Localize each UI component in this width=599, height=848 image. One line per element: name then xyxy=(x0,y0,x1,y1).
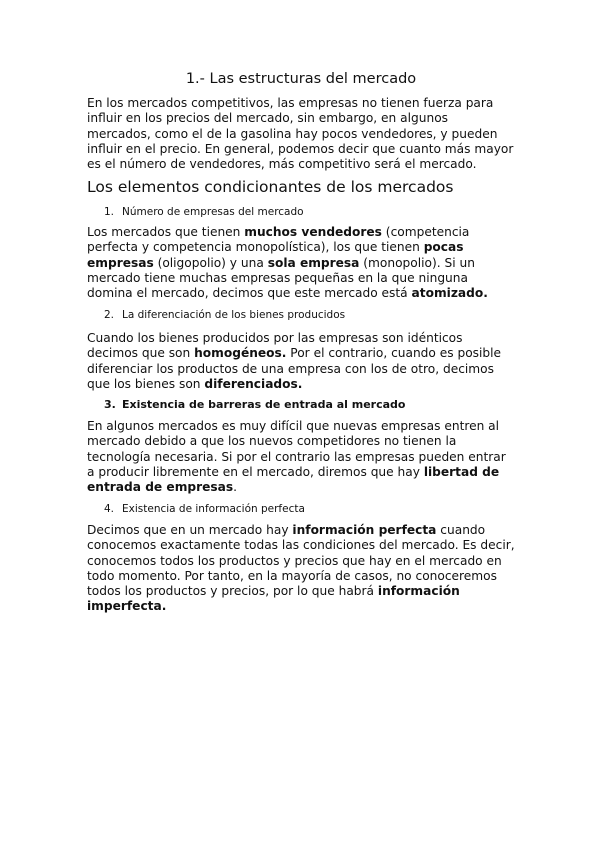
bold-term: libertad de entrada de empresas xyxy=(87,464,500,495)
text-run: (competencia perfecta y competencia monopolística), los que tienen xyxy=(87,225,470,255)
list-number: 2. xyxy=(104,309,115,321)
list-number: 1. xyxy=(104,206,115,218)
list-heading-text: Existencia de información perfecta xyxy=(122,503,305,515)
list-item-heading-2 xyxy=(104,308,345,322)
bold-term: atomizado. xyxy=(411,286,488,301)
bold-term: diferenciados. xyxy=(204,376,303,391)
bold-term: información perfecta xyxy=(292,523,437,537)
item-2-paragraph xyxy=(87,331,515,392)
list-item-heading-1 xyxy=(104,205,304,219)
list-number: 4. xyxy=(104,503,115,515)
list-item-heading-3 xyxy=(104,398,405,412)
bold-term: sola empresa xyxy=(267,255,360,270)
item-4-paragraph xyxy=(87,523,515,615)
bold-term: pocas empresas xyxy=(87,240,464,270)
item-3-paragraph xyxy=(87,419,515,495)
item-1-paragraph xyxy=(87,225,515,301)
list-number: 3. xyxy=(104,398,116,411)
text-run: En algunos mercados es muy difícil que nuevas empresas entren al mercado debido a que los nuevos competidores no tienen la tecnología necesaria. Si por el contrario las empresas pueden entrar a producir libremente en el mercado, diremos que hay xyxy=(87,419,506,479)
text-run: Por el contrario, cuando es posible diferenciar los productos de una empresa con los de otro, decimos que los bienes son xyxy=(87,346,502,391)
list-heading-text: Existencia de barreras de entrada al mercado xyxy=(122,398,406,411)
list-item-heading-4 xyxy=(104,502,305,516)
section-heading: Los elementos condicionantes de los mercados xyxy=(87,178,454,196)
text-run: Cuando los bienes producidos por las empresas son idénticos decimos que son xyxy=(87,331,463,361)
text-run: Los mercados que tienen xyxy=(87,225,245,239)
intro-paragraph: En los mercados competitivos, las empresas no tienen fuerza para influir en los precios del mercado, sin embargo, en algunos mercados, como el de la gasolina hay pocos vendedores, y pueden influir en el precio. En general, podemos decir que cuanto más mayor es el número de vendedores, más competitivo será el mercado. xyxy=(87,96,514,172)
text-run: Decimos que en un mercado hay xyxy=(87,523,293,537)
list-heading-text: Número de empresas del mercado xyxy=(122,206,304,218)
page-title: 1.- Las estructuras del mercado xyxy=(185,71,417,87)
list-heading-text: La diferenciación de los bienes producidos xyxy=(122,309,346,321)
text-run: (monopolio). Si un mercado tiene muchas empresas pequeñas en la que ninguna domina el mercado, decimos que este mercado está xyxy=(87,255,475,301)
text-run: cuando conocemos exactamente todas las condiciones del mercado. Es decir, conocemos todos los productos y precios que hay en el mercado en todo momento. Por tanto, en la mayoría de casos, no conoceremos todos los productos y precios, por lo que habrá xyxy=(87,523,515,599)
bold-term: homogéneos. xyxy=(194,346,287,361)
bold-term: muchos vendedores xyxy=(244,225,382,239)
text-run: (oligopolio) y una xyxy=(153,255,268,270)
bold-term: información imperfecta. xyxy=(87,584,460,614)
text-run: . xyxy=(233,480,238,495)
